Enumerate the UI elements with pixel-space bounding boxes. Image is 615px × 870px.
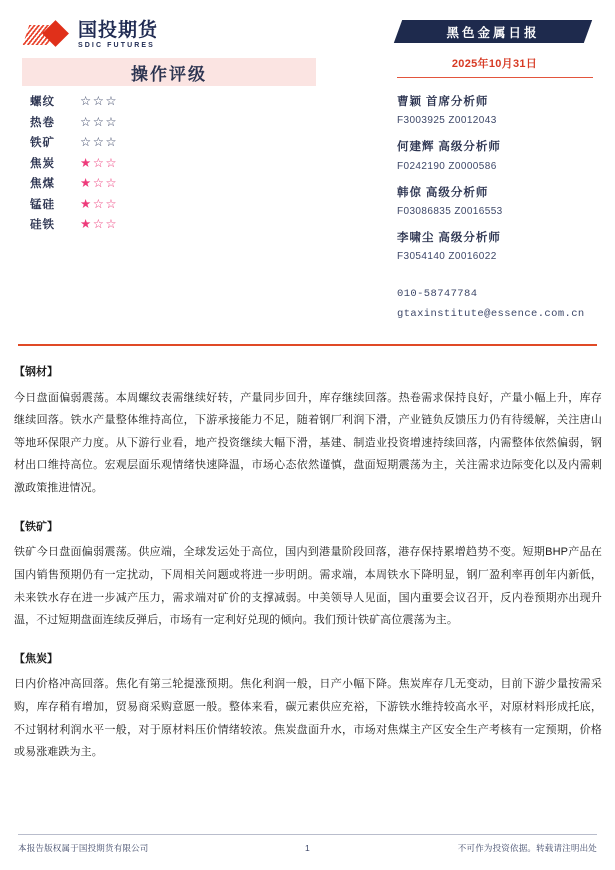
logo-name-cn: 国投期货 — [78, 20, 159, 41]
rating-row — [22, 194, 316, 215]
contact-block — [397, 284, 615, 325]
rating-row — [22, 132, 316, 153]
rating-stars-icon: ★☆☆ — [80, 155, 119, 170]
contact-phone[interactable]: 010-58747784 — [397, 288, 478, 300]
rating-commodity-label: 硅铁 — [30, 219, 55, 232]
analyst-entry — [397, 185, 615, 221]
analyst-list — [397, 94, 615, 266]
rating-commodity-label: 焦炭 — [30, 157, 55, 170]
sdic-diamond-logo-icon — [26, 22, 72, 48]
date-divider — [397, 77, 593, 78]
rating-panel-header — [22, 58, 316, 86]
section-title: 【铁矿】 — [14, 520, 58, 533]
footer-copyright: 本报告版权属于国投期货有限公司 — [18, 843, 149, 853]
rating-row — [22, 112, 316, 133]
report-sections — [14, 364, 602, 783]
footer-page-number: 1 — [305, 843, 310, 853]
analyst-entry — [397, 94, 615, 130]
contact-email[interactable]: gtaxinstitute@essence.com.cn — [397, 308, 585, 321]
footer-disclaimer: 不可作为投资依据。转载请注明出处 — [457, 843, 597, 853]
rating-row — [22, 91, 316, 112]
rating-stars-icon: ★☆☆ — [80, 217, 119, 231]
rating-stars-icon: ☆☆☆ — [80, 114, 119, 129]
rating-row — [22, 173, 316, 194]
header-divider — [18, 344, 597, 346]
rating-stars-icon: ★☆☆ — [80, 176, 119, 190]
analyst-entry — [397, 139, 615, 175]
right-column — [385, 0, 615, 325]
rating-stars-icon: ★☆☆ — [80, 196, 119, 211]
report-title-banner — [394, 20, 592, 43]
rating-commodity-label: 焦煤 — [30, 178, 55, 191]
report-section — [14, 651, 602, 764]
rating-row — [22, 153, 316, 174]
report-date: 2025年10月31日 — [451, 58, 538, 70]
analyst-license-codes: F0242190 Z0000586 — [397, 160, 497, 172]
section-title: 【钢材】 — [14, 366, 58, 378]
rating-commodity-label: 热卷 — [30, 116, 55, 129]
rating-stars-icon: ☆☆☆ — [80, 135, 119, 149]
analyst-license-codes: F3003925 Z0012043 — [397, 115, 497, 127]
rating-stars-icon: ☆☆☆ — [80, 94, 119, 108]
analyst-name-role: 李啸尘 高级分析师 — [397, 231, 501, 244]
logo-text — [78, 21, 158, 49]
analyst-name-role: 何建辉 高级分析师 — [397, 141, 501, 154]
report-title: 黑色金属日报 — [446, 25, 540, 40]
analyst-license-codes: F3054140 Z0016022 — [397, 251, 497, 262]
analyst-license-codes: F03086835 Z0016553 — [397, 205, 503, 217]
footer-divider — [18, 834, 597, 835]
analyst-name-role: 曹颖 首席分析师 — [397, 96, 489, 108]
report-section — [14, 364, 602, 500]
company-logo — [26, 18, 158, 52]
rating-commodity-label: 铁矿 — [30, 137, 55, 150]
logo-name-en: SDIC FUTURES — [78, 42, 155, 49]
analyst-name-role: 韩倞 高级分析师 — [397, 186, 489, 199]
rating-row — [22, 214, 316, 235]
report-section — [14, 519, 602, 632]
section-title: 【焦炭】 — [14, 652, 58, 665]
analyst-entry — [397, 230, 615, 266]
rating-table — [22, 91, 316, 235]
rating-commodity-label: 螺纹 — [30, 96, 55, 109]
rating-commodity-label: 锰硅 — [30, 198, 55, 211]
page-footer — [18, 834, 597, 854]
section-body-text: 今日盘面偏弱震荡。本周螺纹表需继续好转，产量同步回升，库存继续回落。热卷需求保持良好，产量小幅上升，库存继续回落。铁水产量整体维持高位，下游承接能力不足，随着钢厂利润下滑，产业链负反馈压力仍有待缓解，关注唐山等地环保限产力度。从下游行业看，地产投资继续大幅下滑，基建、制造业投资增速持续回落，内需整体依然偏弱，钢材出口维持高位。宏观层面乐观情绪快速降温，市场心态依然谨慎，盘面短期震荡为主，关注需求边际变化以及内需刺激政策推进情况。 — [14, 391, 602, 495]
report-header-area — [0, 0, 615, 340]
section-body-text: 日内价格冲高回落。焦化有第三轮提涨预期。焦化利润一般，日产小幅下降。焦炭库存几无变动，目前下游少量按需采购，库存稍有增加，贸易商采购意愿一般。整体来看，碳元素供应充裕，下游铁水维持较高水平，对原材料形成托底，不过钢材利润水平一般，对于原材料压价情绪较浓。焦炭盘面升水，市场对焦煤主产区安全生产考核有一定预期，价格或易涨难跌为主。 — [14, 678, 602, 759]
rating-panel-title: 操作评级 — [131, 64, 207, 84]
section-body-text: 铁矿今日盘面偏弱震荡。供应端，全球发运处于高位，国内到港量阶段回落，港存保持累增趋势不变。短期BHP产品在国内销售预期仍有一定扰动，下周相关问题或将进一步明朗。需求端，本周铁水下降明显，钢厂盈利率再创年内新低，未来铁水存在进一步减产压力，需求端对矿价的支撑减弱。中美领导人见面，国内重要会议召开，反内卷预期亦出现升温，不过短期盘面连续反弹后，市场有一定利好兑现的倾向。我们预计铁矿高位震荡为主。 — [14, 546, 602, 627]
